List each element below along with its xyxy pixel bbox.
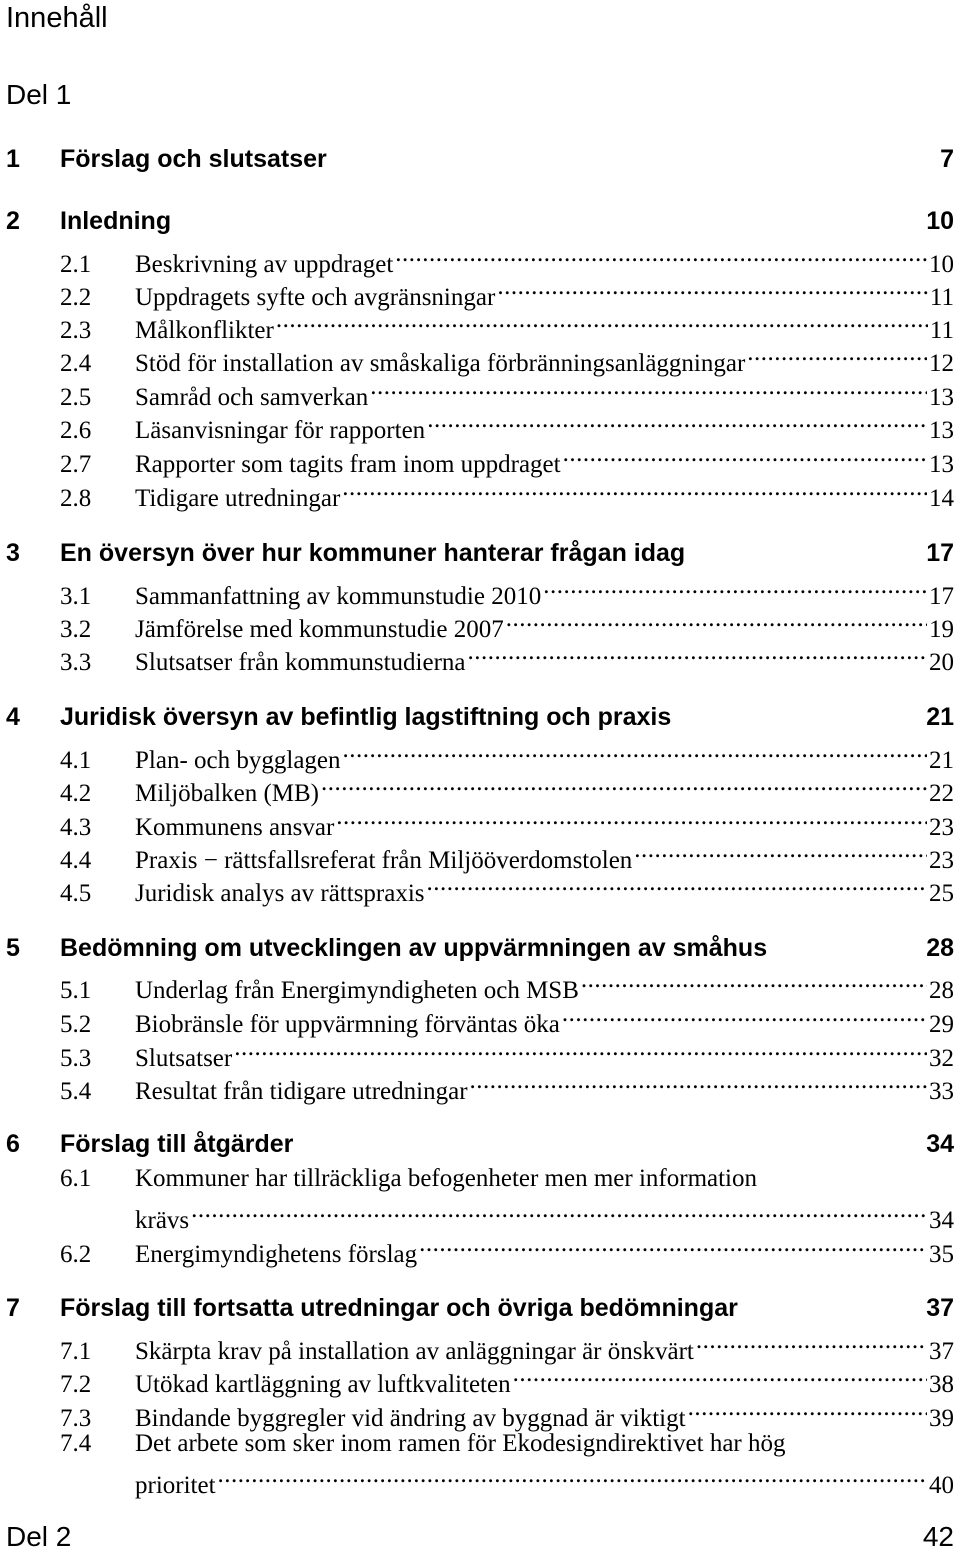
chapter-number: 6 <box>6 1130 20 1158</box>
section-title: Praxis − rättsfallsreferat från Miljööverdomstolen <box>135 847 633 874</box>
section-number: 5.4 <box>60 1078 92 1105</box>
toc-section-2-4[interactable] <box>60 338 954 377</box>
section-number: 4.1 <box>60 747 92 774</box>
toc-section-3-2[interactable] <box>60 604 954 643</box>
section-title: Skärpta krav på installation av anläggningar är önskvärt <box>135 1338 694 1365</box>
toc-section-6-1[interactable] <box>60 1162 954 1234</box>
section-title: Biobränsle för uppvärmning förväntas öka <box>135 1011 560 1038</box>
section-number: 7.2 <box>60 1371 92 1398</box>
toc-section-2-5[interactable] <box>60 372 954 411</box>
section-number: 2.7 <box>60 451 92 478</box>
section-page: 20 <box>929 649 954 676</box>
toc-chapter-7[interactable] <box>6 1292 954 1324</box>
chapter-page: 34 <box>926 1130 954 1158</box>
dot-leader <box>470 1066 927 1099</box>
section-page: 10 <box>929 251 954 278</box>
dot-leader <box>634 835 927 868</box>
section-number: 7.1 <box>60 1338 92 1365</box>
dot-leader <box>747 338 927 371</box>
part-2-label: Del 2 <box>6 1521 72 1551</box>
section-title: Bindande byggregler vid ändring av byggnad är viktigt <box>135 1405 686 1432</box>
chapter-page: 17 <box>926 539 954 567</box>
section-number: 2.3 <box>60 317 92 344</box>
section-number: 7.4 <box>60 1430 92 1457</box>
part-2-page: 42 <box>922 1521 954 1551</box>
dot-leader <box>696 1326 927 1359</box>
dot-leader <box>543 571 927 604</box>
section-title: Kommunens ansvar <box>135 814 335 841</box>
toc-section-4-1[interactable] <box>60 735 954 774</box>
section-title-line-2-row <box>135 1460 954 1499</box>
section-page: 13 <box>929 451 954 478</box>
chapter-page: 10 <box>926 207 954 235</box>
part-1-label: Del 1 <box>6 79 72 110</box>
dot-leader <box>343 735 927 768</box>
section-title: Juridisk analys av rättspraxis <box>135 880 425 907</box>
section-title: Sammanfattning av kommunstudie 2010 <box>135 583 542 610</box>
section-page: 33 <box>929 1078 954 1105</box>
toc-chapter-1[interactable] <box>6 143 954 175</box>
section-title: Tidigare utredningar <box>135 485 341 512</box>
dot-leader <box>427 868 927 901</box>
section-number: 2.8 <box>60 485 92 512</box>
section-title: Underlag från Energimyndigheten och MSB <box>135 977 579 1004</box>
section-title: Resultat från tidigare utredningar <box>135 1078 468 1105</box>
dot-leader <box>497 272 928 305</box>
toc-section-4-4[interactable] <box>60 835 954 874</box>
section-page: 40 <box>929 1472 954 1499</box>
section-number: 5.3 <box>60 1045 92 1072</box>
section-number: 6.1 <box>60 1165 92 1192</box>
chapter-title: Bedömning om utvecklingen av uppvärmningen av småhus <box>60 934 768 962</box>
dot-leader <box>506 604 927 637</box>
dot-leader <box>336 802 927 835</box>
dot-leader <box>321 768 927 801</box>
toc-section-2-8[interactable] <box>60 473 954 512</box>
section-title-line-1: Det arbete som sker inom ramen för Ekodesigndirektivet har hög <box>135 1430 786 1457</box>
section-page: 25 <box>929 880 954 907</box>
section-number: 2.6 <box>60 417 92 444</box>
toc-section-4-5[interactable] <box>60 868 954 907</box>
section-page: 14 <box>929 485 954 512</box>
chapter-page: 7 <box>940 145 954 173</box>
chapter-page: 21 <box>926 703 954 731</box>
toc-section-3-1[interactable] <box>60 571 954 610</box>
dot-leader <box>218 1460 927 1493</box>
chapter-page: 37 <box>926 1294 954 1322</box>
dot-leader <box>370 372 927 405</box>
section-page: 11 <box>929 284 954 311</box>
section-page: 11 <box>929 317 954 344</box>
toc-section-5-1[interactable] <box>60 965 954 1004</box>
section-title: Beskrivning av uppdraget <box>135 251 394 278</box>
chapter-title: Förslag till åtgärder <box>60 1130 294 1158</box>
toc-section-7-3[interactable] <box>60 1393 954 1432</box>
section-page: 32 <box>929 1045 954 1072</box>
toc-section-2-1[interactable] <box>60 239 954 278</box>
toc-chapter-4[interactable] <box>6 701 954 733</box>
toc-chapter-6[interactable] <box>6 1128 954 1160</box>
toc-section-2-3[interactable] <box>60 305 954 344</box>
toc-section-4-2[interactable] <box>60 768 954 807</box>
chapter-title: Förslag och slutsatser <box>60 145 327 173</box>
section-page: 19 <box>929 616 954 643</box>
section-number: 4.2 <box>60 780 92 807</box>
dot-leader <box>427 405 927 438</box>
toc-section-7-2[interactable] <box>60 1359 954 1398</box>
dot-leader <box>395 239 927 272</box>
section-page: 17 <box>929 583 954 610</box>
section-page: 23 <box>929 847 954 874</box>
section-page: 21 <box>929 747 954 774</box>
dot-leader <box>234 1033 927 1066</box>
toc-section-5-2[interactable] <box>60 999 954 1038</box>
section-title: Läsanvisningar för rapporten <box>135 417 426 444</box>
section-page: 13 <box>929 384 954 411</box>
toc-heading: Innehåll <box>6 2 108 34</box>
section-number: 2.5 <box>60 384 92 411</box>
section-number: 3.2 <box>60 616 92 643</box>
dot-leader <box>562 999 927 1032</box>
chapter-number: 3 <box>6 539 20 567</box>
section-title-line-2-row <box>135 1195 954 1234</box>
section-number: 5.2 <box>60 1011 92 1038</box>
section-page: 23 <box>929 814 954 841</box>
chapter-title: En översyn över hur kommuner hanterar frågan idag <box>60 539 686 567</box>
chapter-number: 1 <box>6 145 20 173</box>
toc-section-4-3[interactable] <box>60 802 954 841</box>
section-title: Plan- och bygglagen <box>135 747 341 774</box>
section-title: Utökad kartläggning av luftkvaliteten <box>135 1371 511 1398</box>
section-title: Rapporter som tagits fram inom uppdraget <box>135 451 561 478</box>
section-page: 34 <box>929 1207 954 1234</box>
section-page: 29 <box>929 1011 954 1038</box>
toc-section-3-3[interactable] <box>60 637 954 676</box>
section-title-line-2: prioritet <box>135 1472 216 1499</box>
section-title: Uppdragets syfte och avgränsningar <box>135 284 496 311</box>
section-page: 38 <box>929 1371 954 1398</box>
dot-leader <box>688 1393 927 1426</box>
section-title: Energimyndighetens förslag <box>135 1241 418 1268</box>
section-page: 12 <box>929 350 954 377</box>
section-title: Jämförelse med kommunstudie 2007 <box>135 616 504 643</box>
section-number: 2.4 <box>60 350 92 377</box>
toc-section-7-4[interactable] <box>60 1427 954 1499</box>
dot-leader <box>419 1229 927 1262</box>
toc-chapter-5[interactable] <box>6 932 954 964</box>
section-title: Samråd och samverkan <box>135 384 369 411</box>
dot-leader <box>563 439 927 472</box>
section-title: Miljöbalken (MB) <box>135 780 320 807</box>
chapter-number: 5 <box>6 934 20 962</box>
section-title: Målkonflikter <box>135 317 274 344</box>
section-page: 35 <box>929 1241 954 1268</box>
dot-leader <box>468 637 928 670</box>
section-page: 22 <box>929 780 954 807</box>
toc-section-2-2[interactable] <box>60 272 954 311</box>
toc-section-2-6[interactable] <box>60 405 954 444</box>
section-title-line-2: krävs <box>135 1207 190 1234</box>
dot-leader <box>191 1195 927 1228</box>
toc-section-7-1[interactable] <box>60 1326 954 1365</box>
chapter-title: Juridisk översyn av befintlig lagstiftning och praxis <box>60 703 672 731</box>
chapter-title: Förslag till fortsatta utredningar och övriga bedömningar <box>60 1294 738 1322</box>
toc-section-6-2[interactable] <box>60 1229 954 1268</box>
toc-chapter-2[interactable] <box>6 205 954 237</box>
section-title: Slutsatser <box>135 1045 233 1072</box>
toc-section-2-7[interactable] <box>60 439 954 478</box>
section-number: 6.2 <box>60 1241 92 1268</box>
section-page: 13 <box>929 417 954 444</box>
section-number: 4.3 <box>60 814 92 841</box>
toc-section-5-3[interactable] <box>60 1033 954 1072</box>
dot-leader <box>513 1359 927 1392</box>
chapter-page: 28 <box>926 934 954 962</box>
section-title-line-1: Kommuner har tillräckliga befogenheter men mer information <box>135 1165 757 1192</box>
section-page: 37 <box>929 1338 954 1365</box>
section-number: 3.3 <box>60 649 92 676</box>
section-number: 4.5 <box>60 880 92 907</box>
section-number: 3.1 <box>60 583 92 610</box>
section-page: 39 <box>929 1405 954 1432</box>
section-number: 4.4 <box>60 847 92 874</box>
section-number: 7.3 <box>60 1405 92 1432</box>
dot-leader <box>342 473 927 506</box>
section-title: Slutsatser från kommunstudierna <box>135 649 466 676</box>
section-number: 2.1 <box>60 251 92 278</box>
section-title: Stöd för installation av småskaliga förbränningsanläggningar <box>135 350 746 377</box>
section-number: 5.1 <box>60 977 92 1004</box>
chapter-number: 7 <box>6 1294 20 1322</box>
toc-section-5-4[interactable] <box>60 1066 954 1105</box>
toc-chapter-3[interactable] <box>6 537 954 569</box>
chapter-number: 4 <box>6 703 20 731</box>
section-page: 28 <box>929 977 954 1004</box>
section-number: 2.2 <box>60 284 92 311</box>
dot-leader <box>276 305 928 338</box>
dot-leader <box>581 965 927 998</box>
chapter-number: 2 <box>6 207 20 235</box>
chapter-title: Inledning <box>60 207 172 235</box>
